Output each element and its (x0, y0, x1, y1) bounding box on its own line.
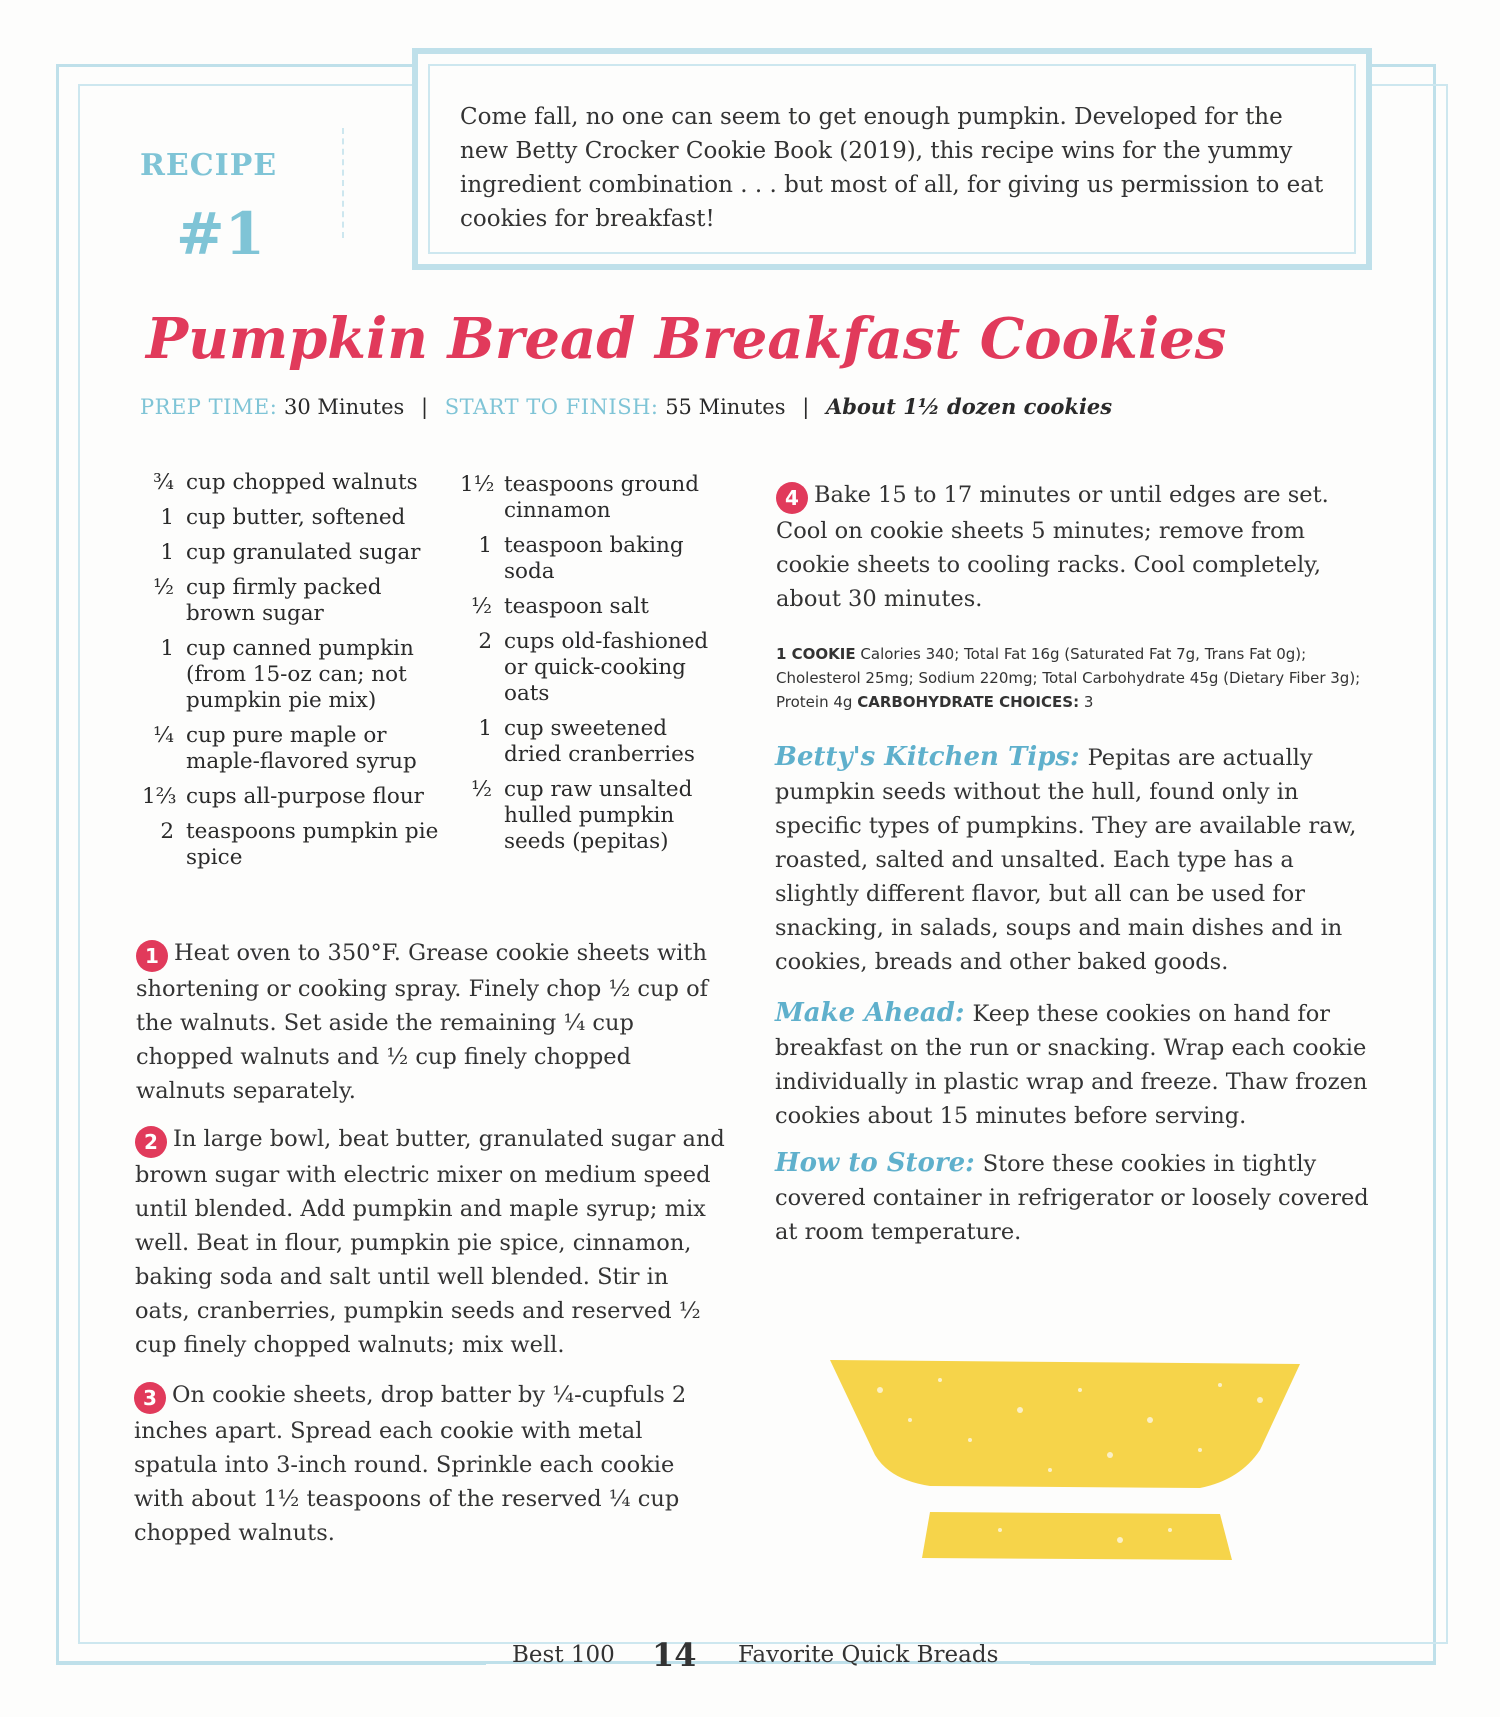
recipe-label: RECIPE (140, 148, 278, 183)
step-number-badge: 3 (134, 1382, 166, 1414)
ingredient (142, 505, 442, 531)
tip-text: Store these cookies in tightly covered container in refrigerator or loosely covered at room temperature. (775, 1151, 1369, 1245)
ingredient (460, 777, 730, 855)
footer-series-title: Best 100 (512, 1642, 615, 1668)
ingredient-amount: ¾ (153, 470, 174, 495)
prep-time-label: PREP TIME: (140, 395, 278, 419)
ingredient (142, 819, 442, 871)
tip-heading: How to Store: (775, 1148, 975, 1178)
ingredients-column-1 (142, 470, 442, 880)
ingredient (142, 784, 442, 810)
recipe-meta (140, 394, 1112, 419)
meta-separator: | (802, 395, 810, 419)
ingredient-amount: ½ (153, 575, 174, 600)
ingredient-text: cup canned pumpkin (from 15-oz can; not pumpkin pie mix) (186, 636, 414, 713)
tip-heading: Betty's Kitchen Tips: (775, 742, 1080, 772)
footer-rule-right (1030, 1662, 1436, 1665)
tip-kitchen-tips (775, 740, 1375, 979)
step-number-badge: 2 (135, 1126, 167, 1158)
step-number-badge: 1 (136, 940, 168, 972)
start-to-finish-label: START TO FINISH: (444, 395, 659, 419)
step-1 (136, 936, 716, 1108)
step-text: Bake 15 to 17 minutes or until edges are set. Cool on cookie sheets 5 minutes; remove from cookie sheets to cooling racks. Cool completely, about 30 minutes. (776, 482, 1329, 612)
ingredient (460, 716, 730, 768)
ingredient-amount: ½ (471, 594, 492, 619)
footer-book-title: Favorite Quick Breads (738, 1642, 999, 1668)
step-text: In large bowl, beat butter, granulated sugar and brown sugar with electric mixer on medium speed until blended. Add pumpkin and maple syrup; mix well. Beat in flour, pumpkin pie spice, cinnamon, baking soda and salt until well blended. Stir in oats, cranberries, pumpkin seeds and reserved ½ cup finely chopped walnuts; mix well. (135, 1126, 725, 1358)
start-to-finish-value: 55 Minutes (665, 395, 786, 419)
ingredient (460, 472, 730, 524)
ingredient (460, 533, 730, 585)
ingredient-text: teaspoon salt (504, 594, 649, 619)
step-text: Heat oven to 350°F. Grease cookie sheets with shortening or cooking spray. Finely chop ½ cup of the walnuts. Set aside the remaining ¼ cup chopped walnuts and ½ cup finely chopped walnuts separately. (136, 940, 708, 1104)
step-4 (776, 478, 1336, 616)
ingredient-amount: ¼ (153, 723, 174, 748)
tip-make-ahead (775, 996, 1375, 1133)
prep-time-value: 30 Minutes (283, 395, 405, 419)
ingredients-column-2 (460, 472, 730, 864)
step-3 (134, 1378, 694, 1550)
nutrition-info (776, 642, 1376, 714)
step-2 (135, 1122, 725, 1362)
step-number-badge: 4 (776, 482, 808, 514)
ingredient (142, 575, 442, 627)
ingredient-text: cup sweetened dried cranberries (504, 716, 695, 767)
ingredient-amount: 1 (160, 636, 174, 661)
ingredient-text: cup raw unsalted hulled pumpkin seeds (pepitas) (504, 777, 693, 854)
page-number: 14 (652, 1636, 697, 1674)
ingredient (142, 470, 442, 496)
nutrition-serving: 1 COOKIE (776, 645, 856, 663)
ingredient-text: cup granulated sugar (186, 540, 421, 565)
tip-text: Keep these cookies on hand for breakfast on the run or snacking. Wrap each cookie individually in plastic wrap and freeze. Thaw frozen cookies about 15 minutes before serving. (775, 1001, 1368, 1129)
ingredient-text: teaspoons pumpkin pie spice (186, 819, 439, 870)
ingredient-text: cup butter, softened (186, 505, 406, 530)
meta-separator: | (420, 395, 429, 419)
ingredient-text: cup chopped walnuts (186, 470, 418, 495)
ingredient-amount: 1 (478, 533, 492, 558)
ingredient (142, 723, 442, 775)
ingredient-text: cup pure maple or maple-flavored syrup (186, 723, 417, 774)
intro-box (412, 48, 1372, 270)
carb-choices-value: 3 (1083, 693, 1094, 711)
ingredient-amount: 2 (160, 819, 174, 844)
ingredient (460, 629, 730, 707)
tip-how-to-store (775, 1146, 1375, 1249)
recipe-title: Pumpkin Bread Breakfast Cookies (146, 306, 1227, 372)
footer-rule-left (56, 1662, 486, 1665)
ingredient-amount: 1⅔ (142, 784, 177, 809)
tip-heading: Make Ahead: (775, 998, 965, 1028)
ingredient-text: cups old-fashioned or quick-cooking oats (504, 629, 709, 706)
ingredient-text: teaspoon baking soda (504, 533, 684, 584)
badge-divider (342, 128, 345, 238)
ingredient (142, 540, 442, 566)
carb-choices-label: CARBOHYDRATE CHOICES: (857, 693, 1080, 711)
step-text: On cookie sheets, drop batter by ¼-cupfuls 2 inches apart. Spread each cookie with metal spatula into 3-inch round. Sprinkle each cookie with about 1½ teaspoons of the reserved ¼ cup chopped walnuts. (134, 1382, 687, 1546)
intro-text: Come fall, no one can seem to get enough pumpkin. Developed for the new Betty Crocker Cookie Book (2019), this recipe wins for the yummy ingredient combination . . . but most of all, for giving us permission to eat cookies for breakfast! (460, 104, 1324, 232)
ingredient-amount: 2 (478, 629, 492, 654)
ingredient-amount: ½ (471, 777, 492, 802)
ingredient (460, 594, 730, 620)
ingredient-text: teaspoons ground cinnamon (504, 472, 700, 523)
tip-text: Pepitas are actually pumpkin seeds without the hull, found only in specific types of pumpkins. They are available raw, roasted, salted and unsalted. Each type has a slightly different flavor, but all can be used for snacking, in salads, soups and main dishes and in cookies, breads and other baked goods. (775, 745, 1357, 975)
ingredient-amount: 1 (160, 505, 174, 530)
ingredient-amount: 1 (478, 716, 492, 741)
yield: About 1½ dozen cookies (825, 394, 1113, 419)
ingredient-amount: 1 (160, 540, 174, 565)
recipe-number: #1 (176, 200, 265, 268)
bowl-illustration (820, 1360, 1310, 1580)
ingredient-text: cups all-purpose flour (186, 784, 424, 809)
nutrition-text: Calories 340; Total Fat 16g (Saturated Fat 7g, Trans Fat 0g); Cholesterol 25mg; Sodium 220mg; Total Carbohydrate 45g (Dietary Fiber 3g); Protein 4g (776, 645, 1361, 711)
ingredient-text: cup firmly packed brown sugar (186, 575, 382, 626)
ingredient-amount: 1½ (460, 472, 495, 497)
ingredient (142, 636, 442, 714)
